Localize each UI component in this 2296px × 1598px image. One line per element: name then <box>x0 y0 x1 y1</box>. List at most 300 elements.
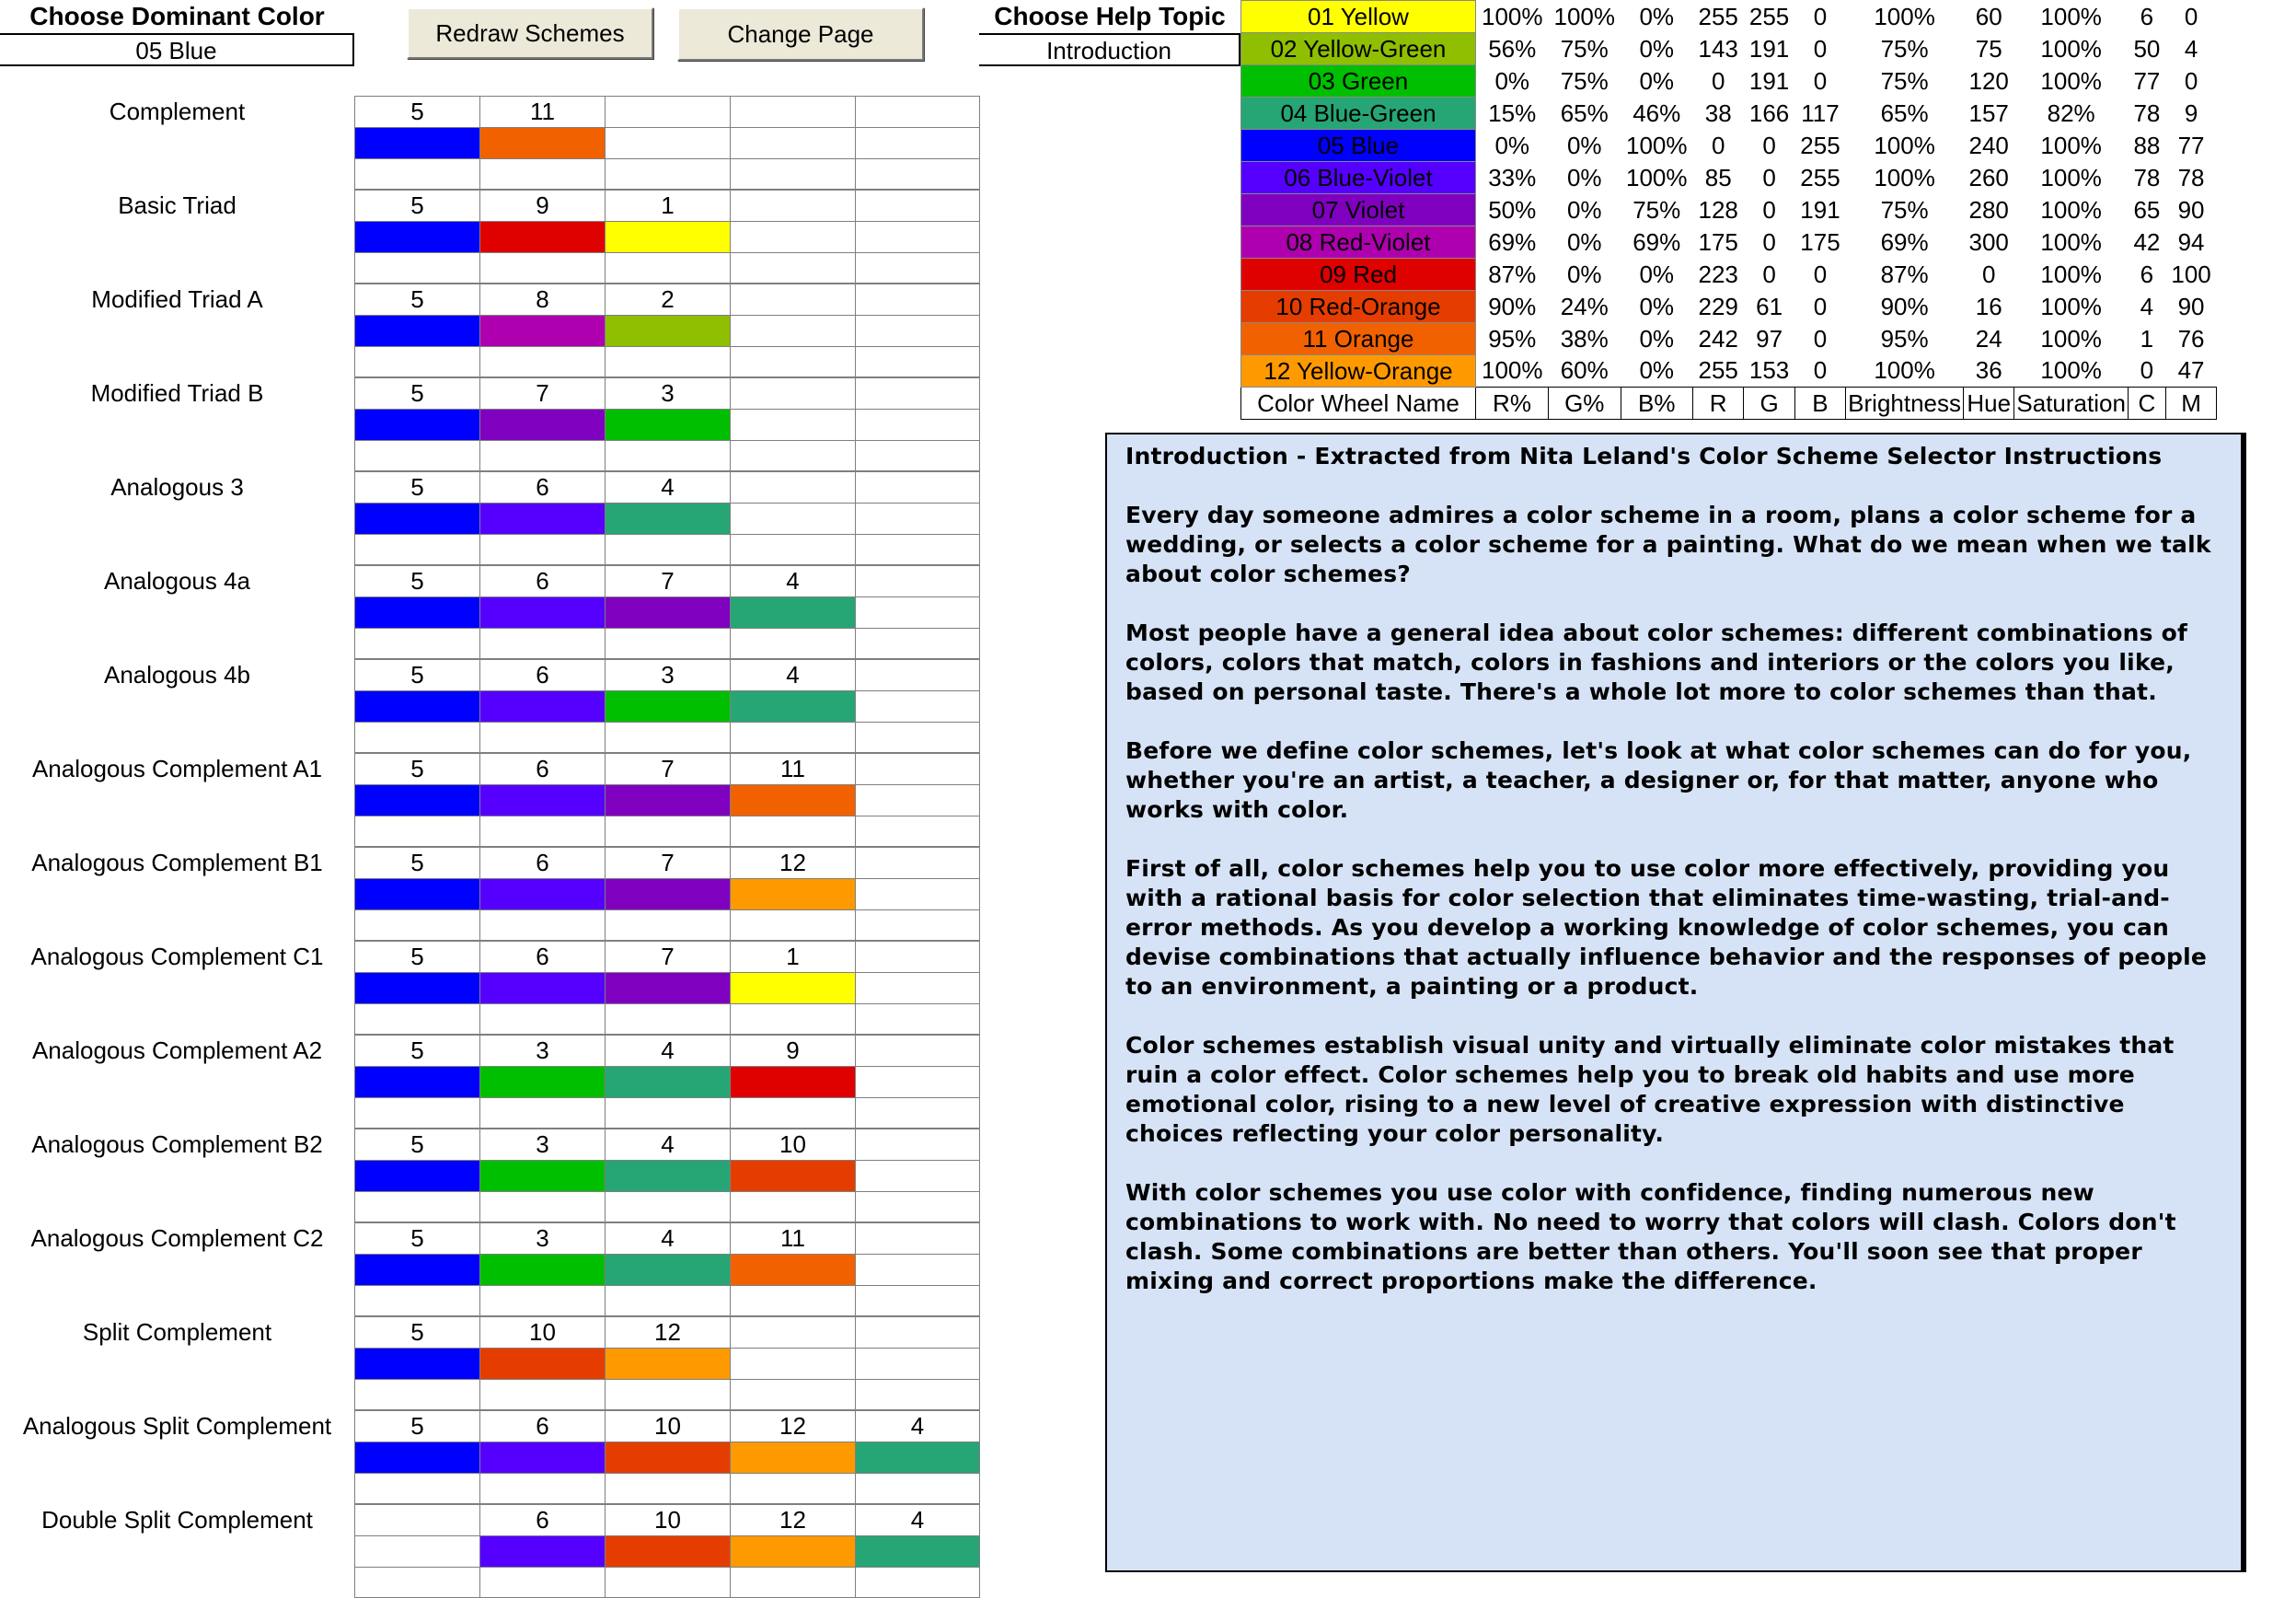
scheme-name: Analogous Split Complement <box>22 1412 332 1440</box>
scheme-color-number: 4 <box>605 1035 730 1066</box>
scheme-color-swatch <box>730 503 855 534</box>
color-wheel-value: 6 <box>2140 2 2154 30</box>
scheme-color-swatch <box>855 1254 980 1285</box>
color-wheel-value: 100% <box>1874 163 1935 191</box>
scheme-name: Analogous Complement C2 <box>30 1224 324 1252</box>
color-wheel-value: 78 <box>2177 163 2205 191</box>
scheme-color-number: 4 <box>730 565 855 596</box>
scheme-color-swatch <box>730 1160 855 1191</box>
scheme-color-number: 11 <box>479 96 605 127</box>
color-wheel-value: 90% <box>1488 292 1537 320</box>
scheme-color-number: 10 <box>730 1129 855 1160</box>
scheme-block <box>0 941 983 1035</box>
scheme-color-swatch <box>354 315 479 346</box>
scheme-color-swatch <box>354 596 479 628</box>
scheme-block <box>0 565 983 659</box>
scheme-block <box>0 284 983 377</box>
scheme-name: Analogous Complement C1 <box>30 943 324 970</box>
scheme-name: Analogous 3 <box>110 473 244 501</box>
scheme-block <box>0 847 983 941</box>
color-wheel-value: 0% <box>1566 227 1602 256</box>
scheme-color-swatch <box>354 878 479 909</box>
scheme-color-swatch <box>730 690 855 722</box>
scheme-color-swatch <box>855 503 980 534</box>
scheme-empty-cell <box>354 158 479 190</box>
color-wheel-row <box>1241 1 2217 33</box>
color-wheel-column-header: R <box>1693 388 1744 420</box>
scheme-color-number: 5 <box>354 1222 479 1254</box>
color-wheel-value: 0% <box>1639 324 1675 353</box>
scheme-empty-cell <box>605 1191 730 1222</box>
scheme-block <box>0 753 983 847</box>
scheme-color-swatch <box>479 1254 605 1285</box>
color-wheel-column-header: R% <box>1476 388 1549 420</box>
scheme-empty-cell <box>855 1003 980 1035</box>
scheme-color-number <box>855 1316 980 1348</box>
scheme-grid <box>354 847 980 941</box>
scheme-color-swatch <box>479 503 605 534</box>
color-wheel-value: 300 <box>1968 227 2009 256</box>
color-wheel-name: 11 Orange <box>1241 323 1476 355</box>
scheme-color-number: 12 <box>730 1410 855 1442</box>
scheme-empty-cell <box>855 909 980 941</box>
scheme-color-swatch <box>479 221 605 252</box>
scheme-color-swatch <box>730 127 855 158</box>
color-wheel-value: 56% <box>1488 34 1537 63</box>
scheme-block <box>0 659 983 753</box>
color-wheel-value: 77 <box>2177 131 2205 159</box>
color-wheel-row <box>1241 355 2217 388</box>
scheme-color-number <box>855 1222 980 1254</box>
scheme-color-swatch <box>605 1442 730 1473</box>
scheme-empty-cell <box>354 722 479 753</box>
scheme-color-swatch <box>354 409 479 440</box>
color-wheel-value: 100% <box>2040 163 2102 191</box>
scheme-empty-cell <box>855 158 980 190</box>
color-wheel-value: 95% <box>1488 324 1537 353</box>
color-wheel-value: 65% <box>1560 98 1609 127</box>
color-wheel-row <box>1241 291 2217 323</box>
scheme-empty-cell <box>605 909 730 941</box>
color-wheel-value: 75 <box>1975 34 2002 63</box>
scheme-color-swatch <box>479 127 605 158</box>
scheme-color-number: 10 <box>479 1316 605 1348</box>
scheme-empty-cell <box>605 1379 730 1410</box>
scheme-color-number: 9 <box>479 190 605 221</box>
color-wheel-value: 65 <box>2133 195 2161 224</box>
scheme-color-number: 5 <box>354 377 479 409</box>
color-wheel-value: 0% <box>1566 195 1602 224</box>
scheme-color-number <box>855 847 980 878</box>
scheme-color-number: 3 <box>479 1222 605 1254</box>
scheme-color-number <box>730 377 855 409</box>
color-wheel-name: 08 Red-Violet <box>1241 226 1476 259</box>
color-wheel-value: 260 <box>1968 163 2009 191</box>
color-wheel-value: 223 <box>1698 260 1738 288</box>
color-wheel-value: 1 <box>2140 324 2154 353</box>
color-wheel-column-header: Brightness <box>1846 388 1964 420</box>
color-wheel-name: 09 Red <box>1241 259 1476 291</box>
help-paragraph: Color schemes establish visual unity and virtually eliminate color mistakes that ruin a color effect. Color schemes help you to break old habits and use more emotional color, rising to a new level of creative expression with distinctive choices reflecting your color personality. <box>1125 1032 2175 1147</box>
color-wheel-value: 100% <box>2040 292 2102 320</box>
color-wheel-value: 87% <box>1488 260 1537 288</box>
scheme-empty-cell <box>605 158 730 190</box>
scheme-empty-cell <box>730 816 855 847</box>
scheme-empty-cell <box>730 628 855 659</box>
scheme-empty-cell <box>354 909 479 941</box>
color-wheel-value: 143 <box>1698 34 1738 63</box>
scheme-empty-cell <box>479 628 605 659</box>
color-wheel-value: 255 <box>1748 2 1790 30</box>
scheme-color-swatch <box>605 690 730 722</box>
color-wheel-value: 0% <box>1639 260 1675 288</box>
scheme-color-swatch <box>730 1066 855 1097</box>
color-wheel-value: 75% <box>1560 66 1609 95</box>
color-wheel-value: 69% <box>1488 227 1537 256</box>
scheme-block <box>0 190 983 284</box>
help-topic-header: Choose Help Topic <box>994 2 1226 30</box>
color-wheel-value: 0% <box>1494 66 1530 95</box>
scheme-empty-cell <box>479 440 605 471</box>
color-wheel-value: 191 <box>1748 34 1790 63</box>
scheme-color-swatch <box>354 1254 479 1285</box>
scheme-empty-cell <box>855 1379 980 1410</box>
color-wheel-header-row <box>1241 388 2217 420</box>
scheme-color-number <box>855 190 980 221</box>
scheme-block <box>0 1222 983 1316</box>
color-wheel-value: 88 <box>2133 131 2161 159</box>
scheme-empty-cell <box>730 1191 855 1222</box>
scheme-empty-cell <box>605 1003 730 1035</box>
color-wheel-value: 0 <box>1762 260 1776 288</box>
scheme-empty-cell <box>479 534 605 565</box>
color-wheel-value: 0% <box>1566 131 1602 159</box>
scheme-color-number: 6 <box>479 565 605 596</box>
scheme-color-number <box>605 96 730 127</box>
color-wheel-value: 0% <box>1639 356 1675 385</box>
color-wheel-name: 03 Green <box>1241 65 1476 98</box>
scheme-color-swatch <box>730 1254 855 1285</box>
scheme-grid <box>354 1410 980 1504</box>
scheme-grid <box>354 471 980 565</box>
scheme-color-number: 1 <box>730 941 855 972</box>
dominant-color-header: Choose Dominant Color <box>29 2 325 30</box>
scheme-empty-cell <box>855 440 980 471</box>
color-wheel-value: 100 <box>2171 260 2211 288</box>
color-wheel-name: 05 Blue <box>1241 130 1476 162</box>
scheme-color-swatch <box>354 127 479 158</box>
scheme-empty-cell <box>479 1191 605 1222</box>
scheme-block <box>0 377 983 471</box>
color-wheel-name: 01 Yellow <box>1241 1 1476 33</box>
scheme-color-number: 12 <box>605 1316 730 1348</box>
scheme-color-swatch <box>855 409 980 440</box>
scheme-empty-cell <box>354 1285 479 1316</box>
scheme-color-number: 8 <box>479 284 605 315</box>
scheme-empty-cell <box>730 158 855 190</box>
color-wheel-value: 100% <box>1626 163 1688 191</box>
color-wheel-name: 07 Violet <box>1241 194 1476 226</box>
scheme-empty-cell <box>479 909 605 941</box>
scheme-color-number: 5 <box>354 96 479 127</box>
scheme-color-swatch <box>605 1160 730 1191</box>
color-wheel-value: 100% <box>1874 131 1935 159</box>
color-wheel-name: 04 Blue-Green <box>1241 98 1476 130</box>
help-paragraph: First of all, color schemes help you to use color more effectively, providing you with a rational basis for color selection that eliminates time-wasting, trial-and-error methods. As you develop a working knowledge of color schemes, you can devise combinations that actually influence behavior and the responses of people to an environment, a painting or a product. <box>1125 855 2207 1000</box>
scheme-grid <box>354 1504 980 1598</box>
scheme-color-swatch <box>730 1535 855 1567</box>
scheme-name: Analogous 4b <box>103 661 251 689</box>
color-wheel-column-header: B% <box>1621 388 1693 420</box>
scheme-empty-cell <box>354 346 479 377</box>
scheme-color-number: 7 <box>605 565 730 596</box>
color-wheel-row <box>1241 226 2217 259</box>
color-wheel-value: 78 <box>2133 163 2161 191</box>
scheme-color-number: 1 <box>605 190 730 221</box>
scheme-color-number: 2 <box>605 284 730 315</box>
scheme-color-number: 6 <box>479 1504 605 1535</box>
color-wheel-value: 38 <box>1704 98 1732 127</box>
color-wheel-column-header: M <box>2165 388 2216 420</box>
color-wheel-value: 82% <box>2047 98 2095 127</box>
scheme-color-number: 10 <box>605 1504 730 1535</box>
help-panel <box>1105 433 2246 1572</box>
color-wheel-value: 47 <box>2177 356 2205 385</box>
scheme-color-number: 11 <box>730 1222 855 1254</box>
scheme-color-number: 12 <box>730 1504 855 1535</box>
color-wheel-value: 100% <box>1626 131 1688 159</box>
scheme-color-swatch <box>605 221 730 252</box>
scheme-color-swatch <box>730 1442 855 1473</box>
color-wheel-value: 175 <box>1698 227 1738 256</box>
scheme-empty-cell <box>730 1285 855 1316</box>
scheme-color-swatch <box>605 972 730 1003</box>
color-wheel-value: 117 <box>1801 98 1840 127</box>
scheme-color-swatch <box>354 1160 479 1191</box>
scheme-grid <box>354 1129 980 1222</box>
scheme-empty-cell <box>605 1473 730 1504</box>
color-wheel-value: 50 <box>2133 34 2161 63</box>
scheme-color-swatch <box>605 503 730 534</box>
scheme-color-swatch <box>479 972 605 1003</box>
color-wheel-name: 12 Yellow-Orange <box>1241 355 1476 388</box>
color-wheel-value: 0 <box>1711 131 1725 159</box>
color-wheel-value: 100% <box>2040 356 2102 385</box>
scheme-empty-cell <box>479 1473 605 1504</box>
color-wheel-table <box>1240 0 2217 420</box>
scheme-name: Split Complement <box>82 1318 272 1346</box>
color-wheel-value: 60 <box>1975 2 2002 30</box>
color-wheel-row <box>1241 130 2217 162</box>
scheme-color-swatch <box>855 127 980 158</box>
color-wheel-value: 0 <box>1813 260 1828 288</box>
color-wheel-value: 4 <box>2140 292 2154 320</box>
color-wheel-value: 0 <box>2184 66 2198 95</box>
color-wheel-value: 255 <box>1698 2 1738 30</box>
color-wheel-column-header: B <box>1794 388 1845 420</box>
color-wheel-value: 100% <box>2040 260 2102 288</box>
color-wheel-value: 100% <box>2040 324 2102 353</box>
scheme-color-number: 6 <box>479 1410 605 1442</box>
scheme-color-number: 7 <box>479 377 605 409</box>
scheme-color-number: 3 <box>479 1035 605 1066</box>
scheme-color-number <box>354 1504 479 1535</box>
scheme-grid <box>354 659 980 753</box>
color-wheel-value: 9 <box>2184 98 2198 127</box>
color-wheel-value: 0% <box>1639 34 1675 63</box>
scheme-empty-cell <box>479 252 605 284</box>
color-wheel-value: 100% <box>2040 227 2102 256</box>
color-wheel-value: 0% <box>1494 131 1530 159</box>
color-wheel-value: 0 <box>1813 356 1828 385</box>
color-wheel-value: 97 <box>1756 324 1783 353</box>
scheme-color-number <box>855 1035 980 1066</box>
scheme-block <box>0 1504 983 1598</box>
scheme-name: Analogous Complement A2 <box>31 1036 323 1064</box>
scheme-color-number: 4 <box>605 1222 730 1254</box>
scheme-block <box>0 1410 983 1504</box>
color-wheel-value: 90 <box>2177 292 2205 320</box>
scheme-color-swatch <box>605 878 730 909</box>
color-wheel-value: 100% <box>1553 2 1615 30</box>
scheme-block <box>0 1316 983 1410</box>
color-wheel-value: 240 <box>1968 131 2009 159</box>
color-wheel-value: 15% <box>1488 98 1537 127</box>
scheme-empty-cell <box>354 1191 479 1222</box>
color-wheel-value: 0 <box>1762 131 1776 159</box>
scheme-color-swatch <box>479 1442 605 1473</box>
scheme-color-number <box>855 565 980 596</box>
scheme-color-number <box>855 1129 980 1160</box>
scheme-block <box>0 471 983 565</box>
scheme-name: Modified Triad B <box>90 379 264 407</box>
scheme-empty-cell <box>730 909 855 941</box>
scheme-color-number: 12 <box>730 847 855 878</box>
color-wheel-value: 100% <box>2040 66 2102 95</box>
color-wheel-value: 0% <box>1639 66 1675 95</box>
color-wheel-value: 0 <box>1813 2 1828 30</box>
dominant-color-select[interactable]: 05 Blue <box>0 33 354 66</box>
scheme-name: Basic Triad <box>118 191 237 219</box>
color-wheel-value: 69% <box>1633 227 1681 256</box>
color-wheel-value: 0 <box>1813 34 1828 63</box>
scheme-block <box>0 1129 983 1222</box>
scheme-color-swatch <box>855 972 980 1003</box>
scheme-empty-cell <box>855 1097 980 1129</box>
scheme-color-swatch <box>479 596 605 628</box>
scheme-color-number: 5 <box>354 1410 479 1442</box>
color-wheel-value: 16 <box>1975 292 2002 320</box>
scheme-grid <box>354 190 980 284</box>
help-topic-select[interactable]: Introduction <box>979 33 1240 66</box>
scheme-empty-cell <box>605 1285 730 1316</box>
scheme-color-swatch <box>479 1160 605 1191</box>
scheme-color-number: 7 <box>605 753 730 784</box>
color-wheel-value: 0% <box>1566 163 1602 191</box>
scheme-color-number <box>855 377 980 409</box>
scheme-color-number <box>730 1316 855 1348</box>
scheme-empty-cell <box>479 1285 605 1316</box>
scheme-color-swatch <box>855 1442 980 1473</box>
color-wheel-value: 38% <box>1560 324 1609 353</box>
color-wheel-value: 0 <box>1813 324 1828 353</box>
scheme-empty-cell <box>479 816 605 847</box>
scheme-color-number <box>730 284 855 315</box>
scheme-list <box>0 96 983 1598</box>
color-wheel-value: 90 <box>2177 195 2205 224</box>
color-wheel-value: 0 <box>2140 356 2154 385</box>
help-paragraph: Most people have a general idea about color schemes: different combinations of colors, colors that match, colors in fashions and interiors or the colors you like, based on personal taste. There's a whole lot more to color schemes than that. <box>1125 620 2188 705</box>
scheme-color-number: 10 <box>605 1410 730 1442</box>
scheme-empty-cell <box>855 722 980 753</box>
scheme-empty-cell <box>730 252 855 284</box>
scheme-color-swatch <box>605 315 730 346</box>
help-title: Introduction - Extracted from Nita Leland's Color Scheme Selector Instructions <box>1125 443 2163 469</box>
scheme-color-swatch <box>354 972 479 1003</box>
scheme-empty-cell <box>855 628 980 659</box>
scheme-empty-cell <box>605 628 730 659</box>
scheme-empty-cell <box>730 534 855 565</box>
scheme-color-number: 4 <box>855 1410 980 1442</box>
color-wheel-value: 100% <box>1482 2 1543 30</box>
scheme-grid <box>354 941 980 1035</box>
color-wheel-value: 280 <box>1968 195 2009 224</box>
scheme-color-swatch <box>605 1066 730 1097</box>
redraw-schemes-button[interactable]: Redraw Schemes <box>407 7 653 59</box>
color-wheel-row <box>1241 65 2217 98</box>
scheme-name: Analogous Complement B1 <box>31 849 323 876</box>
scheme-color-swatch <box>354 221 479 252</box>
color-wheel-value: 100% <box>2040 195 2102 224</box>
scheme-color-swatch <box>855 221 980 252</box>
scheme-color-swatch <box>354 1442 479 1473</box>
scheme-color-swatch <box>354 1348 479 1379</box>
scheme-color-number: 5 <box>354 190 479 221</box>
help-paragraph: Before we define color schemes, let's look at what color schemes can do for you, whether you're an artist, a teacher, a designer or, for that matter, anyone who works with color. <box>1125 737 2192 823</box>
scheme-color-swatch <box>354 1535 479 1567</box>
color-wheel-name: 06 Blue-Violet <box>1241 162 1476 194</box>
scheme-empty-cell <box>479 346 605 377</box>
scheme-color-swatch <box>479 409 605 440</box>
scheme-color-number <box>855 659 980 690</box>
change-page-button[interactable]: Change Page <box>677 7 924 61</box>
color-wheel-value: 0 <box>1762 195 1776 224</box>
color-wheel-value: 46% <box>1633 98 1681 127</box>
scheme-name: Modified Triad A <box>91 285 263 313</box>
scheme-empty-cell <box>605 816 730 847</box>
scheme-color-swatch <box>605 1535 730 1567</box>
color-wheel-value: 77 <box>2133 66 2161 95</box>
color-wheel-value: 75% <box>1880 34 1929 63</box>
scheme-color-swatch <box>605 127 730 158</box>
scheme-empty-cell <box>479 1379 605 1410</box>
scheme-empty-cell <box>479 1097 605 1129</box>
color-wheel-value: 0 <box>2184 2 2198 30</box>
scheme-color-swatch <box>855 1535 980 1567</box>
scheme-empty-cell <box>855 816 980 847</box>
scheme-grid <box>354 377 980 471</box>
scheme-color-number: 3 <box>605 377 730 409</box>
color-wheel-value: 0 <box>1813 66 1828 95</box>
scheme-color-number: 4 <box>605 471 730 503</box>
scheme-empty-cell <box>354 816 479 847</box>
scheme-empty-cell <box>855 1285 980 1316</box>
scheme-empty-cell <box>605 440 730 471</box>
scheme-empty-cell <box>479 158 605 190</box>
color-wheel-value: 0% <box>1639 292 1675 320</box>
color-wheel-value: 61 <box>1756 292 1783 320</box>
scheme-empty-cell <box>354 1097 479 1129</box>
